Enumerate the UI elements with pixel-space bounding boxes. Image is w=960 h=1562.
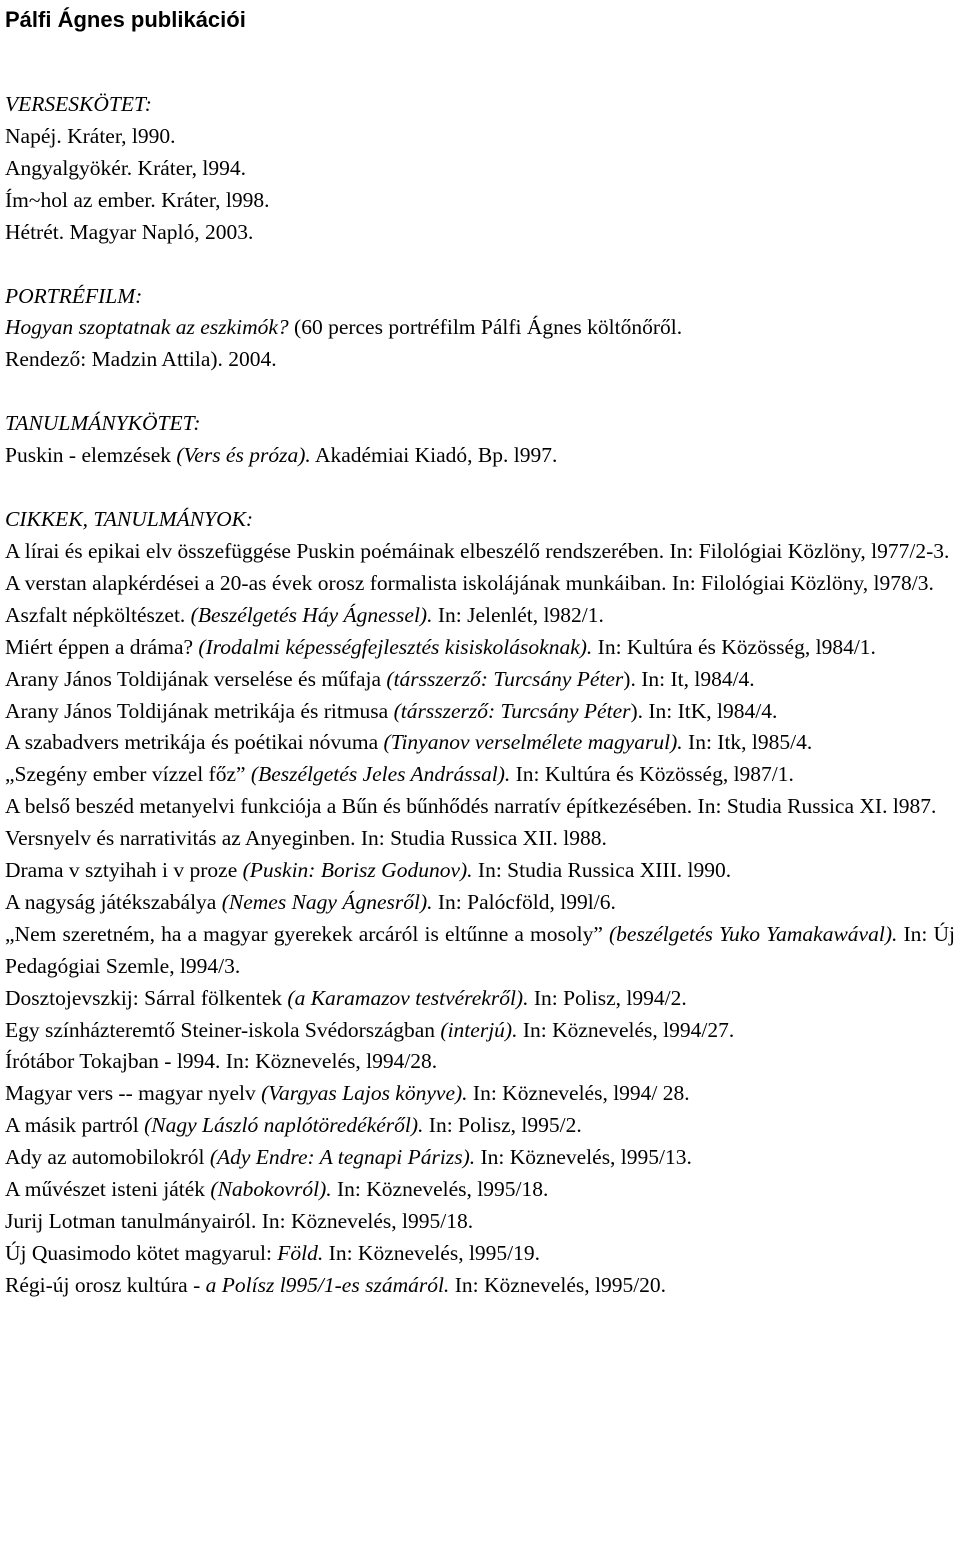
section-poetry-books xyxy=(5,89,955,249)
section-study-book xyxy=(5,408,955,472)
article-entry xyxy=(5,759,955,791)
article-entry xyxy=(5,600,955,632)
list-item: Napéj. Kráter, l990. xyxy=(5,123,176,148)
entry-italic: (Vers és próza). xyxy=(176,443,311,468)
entry-italic: (társszerző: Turcsány Péter xyxy=(386,666,624,691)
spacer xyxy=(5,472,955,504)
entry-text: In: Kultúra és Közösség, l987/1. xyxy=(510,762,794,787)
list-item xyxy=(5,312,955,344)
entry-text: A belső beszéd metanyelvi funkciója a Bűn és bűnhődés narratív építkezésében. In: Studia Russica XI. l987. xyxy=(5,794,937,819)
entry-text: Új Quasimodo kötet magyarul: xyxy=(5,1240,278,1265)
entry-italic: a Polísz l995/1-es számáról. xyxy=(205,1272,450,1297)
entry-text: In: Köznevelés, l995/20. xyxy=(449,1272,667,1297)
entry-text: A lírai és epikai elv összefüggése Puskin poémáinak elbeszélő rendszerében. In: Filológiai Közlöny, l977/2-3. xyxy=(5,538,950,563)
entry-text: In: Itk, l985/4. xyxy=(682,730,813,755)
article-entry xyxy=(5,1238,955,1270)
entry-text: Puskin - elemzések xyxy=(5,443,177,468)
entry-italic: (Irodalmi képességfejlesztés kisiskolásoknak). xyxy=(198,634,593,659)
entry-text: Ady az automobilokról xyxy=(5,1145,210,1170)
entry-text: ). In: It, l984/4. xyxy=(623,666,755,691)
section-portrait-film xyxy=(5,281,955,377)
entry-text: In: Köznevelés, l994/ 28. xyxy=(467,1081,690,1106)
entry-text: Drama v sztyihah i v proze xyxy=(5,858,243,883)
section-heading: VERSESKÖTET: xyxy=(5,92,152,116)
section-articles xyxy=(5,504,955,1302)
article-entry xyxy=(5,1270,955,1302)
article-entry xyxy=(5,1174,955,1206)
page-title: Pálfi Ágnes publikációi xyxy=(5,7,246,32)
section-heading: CIKKEK, TANULMÁNYOK: xyxy=(5,507,254,532)
entry-italic: (a Karamazov testvérekről). xyxy=(287,985,529,1010)
entry-text: Egy színházteremtő Steiner-iskola Svédországban xyxy=(5,1017,441,1042)
entry-text: Versnyelv és narrativitás az Anyeginben. In: Studia Russica XII. l988. xyxy=(5,826,607,851)
spacer xyxy=(5,34,955,66)
film-director: Rendező: Madzin Attila). 2004. xyxy=(5,347,277,372)
section-heading: PORTRÉFILM: xyxy=(5,283,143,308)
entry-text: Miért éppen a dráma? xyxy=(5,634,199,659)
article-entry xyxy=(5,1110,955,1142)
article-entry xyxy=(5,568,955,600)
spacer xyxy=(5,66,955,89)
entry-text: Dosztojevszkij: Sárral fölkentek xyxy=(5,985,288,1010)
article-entry xyxy=(5,1142,955,1174)
entry-text: In: Köznevelés, l994/27. xyxy=(517,1017,735,1042)
entry-text: In: Új Pedagógiai Szemle, l994/3. xyxy=(5,921,956,978)
entry-italic: (Beszélgetés Jeles Andrással). xyxy=(250,762,511,787)
entry-text: A szabadvers metrikája és poétikai nóvuma xyxy=(5,730,384,755)
entry-text: A nagyság játékszabálya xyxy=(5,889,222,914)
spacer xyxy=(5,376,955,408)
entry-text: In: Palócföld, l99l/6. xyxy=(432,889,616,914)
entry-text: In: Köznevelés, l995/18. xyxy=(331,1177,549,1202)
entry-text: In: Polisz, l994/2. xyxy=(528,985,687,1010)
entry-text: In: Köznevelés, l995/19. xyxy=(323,1240,541,1265)
article-entry xyxy=(5,823,955,855)
list-item: Hétrét. Magyar Napló, 2003. xyxy=(5,219,254,244)
entry-text: Arany János Toldijának verselése és műfaja xyxy=(5,666,387,691)
entry-text: Írótábor Tokajban - l994. In: Köznevelés, l994/28. xyxy=(5,1049,438,1074)
article-entry xyxy=(5,1078,955,1110)
article-entry xyxy=(5,1046,955,1078)
film-title: Hogyan szoptatnak az eszkimók? xyxy=(5,315,289,340)
entry-italic: (Tinyanov verselmélete magyarul). xyxy=(383,730,683,755)
article-entry xyxy=(5,919,955,983)
entry-italic: (Puskin: Borisz Godunov). xyxy=(242,858,473,883)
article-entry xyxy=(5,664,955,696)
article-entry xyxy=(5,887,955,919)
article-entry xyxy=(5,696,955,728)
entry-text: A művészet isteni játék xyxy=(5,1177,211,1202)
entry-italic: Föld. xyxy=(277,1240,324,1265)
entry-text: Magyar vers -- magyar nyelv xyxy=(5,1081,262,1106)
entry-text: Akadémiai Kiadó, Bp. l997. xyxy=(310,443,558,468)
article-entry xyxy=(5,632,955,664)
list-item: Angyalgyökér. Kráter, l994. xyxy=(5,155,246,180)
entry-text: A verstan alapkérdései a 20-as évek orosz formalista iskolájának munkáiban. In: Filológiai Közlöny, l978/3. xyxy=(5,570,934,595)
entry-italic: (Beszélgetés Háy Ágnessel). xyxy=(190,602,433,627)
entry-italic: (Nemes Nagy Ágnesről). xyxy=(221,889,433,914)
spacer xyxy=(5,249,955,281)
entry-italic: (Nagy László naplótöredékéről). xyxy=(144,1113,424,1138)
entry-text: „Szegény ember vízzel főz” xyxy=(5,762,251,787)
entry-text: Aszfalt népköltészet. xyxy=(5,602,191,627)
entry-text: In: Polisz, l995/2. xyxy=(423,1113,582,1138)
entry-italic: (társszerző: Turcsány Péter xyxy=(393,698,631,723)
entry-italic: (Vargyas Lajos könyve). xyxy=(261,1081,468,1106)
article-entry xyxy=(5,727,955,759)
entry-text: Jurij Lotman tanulmányairól. In: Köznevelés, l995/18. xyxy=(5,1209,474,1233)
article-entry xyxy=(5,536,955,568)
article-entry xyxy=(5,855,955,887)
article-entry xyxy=(5,983,955,1015)
entry-italic: (Ady Endre: A tegnapi Párizs). xyxy=(209,1145,476,1170)
article-list xyxy=(5,536,955,1302)
entry-text: In: Studia Russica XIII. l990. xyxy=(472,858,732,883)
entry-text: Arany János Toldijának metrikája és ritmusa xyxy=(5,698,394,723)
section-heading: TANULMÁNYKÖTET: xyxy=(5,411,201,436)
entry-italic: (interjú). xyxy=(440,1017,518,1042)
list-item: Ím~hol az ember. Kráter, l998. xyxy=(5,187,270,212)
film-description: (60 perces portréfilm Pálfi Ágnes költőnőről. xyxy=(288,315,683,340)
article-entry xyxy=(5,1015,955,1047)
entry-italic: (beszélgetés Yuko Yamakawával). xyxy=(609,921,898,946)
article-entry xyxy=(5,1206,955,1238)
entry-text: In: Köznevelés, l995/13. xyxy=(475,1145,692,1170)
entry-text: ). In: ItK, l984/4. xyxy=(630,698,778,723)
entry-text: A másik partról xyxy=(5,1113,145,1138)
entry-text: Régi-új orosz kultúra - xyxy=(5,1272,206,1297)
entry-italic: (Nabokovról). xyxy=(210,1177,332,1202)
article-entry xyxy=(5,791,955,823)
entry-text: „Nem szeretném, ha a magyar gyerekek arcáról is eltűnne a mosoly” xyxy=(5,921,610,946)
entry-text: In: Jelenlét, l982/1. xyxy=(432,602,604,627)
list-item xyxy=(5,440,955,472)
entry-text: In: Kultúra és Közösség, l984/1. xyxy=(592,634,876,659)
